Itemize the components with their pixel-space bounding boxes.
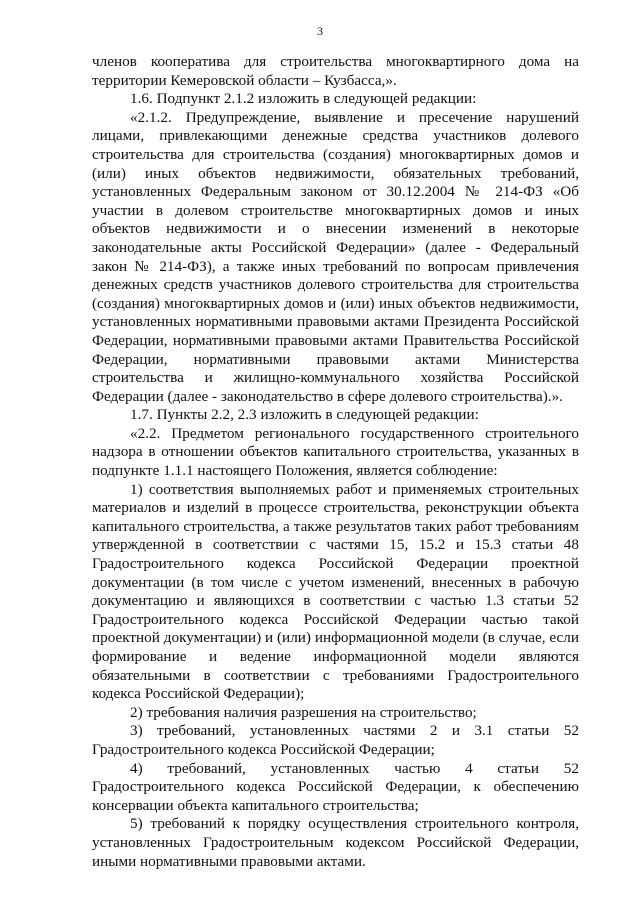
list-item-2: 2) требования наличия разрешения на строительство; xyxy=(130,703,477,721)
document-body xyxy=(92,53,579,871)
paragraph-1-6: 1.6. Подпункт 2.1.2 изложить в следующей редакции: xyxy=(130,90,477,108)
list-item-4: 4) требований, установленных частью 4 статьи 52 Градостроительного кодекса Российской Федерации, к обеспечению консервации объекта капитального строительства; xyxy=(92,759,579,814)
paragraph-1-7: 1.7. Пункты 2.2, 2.3 изложить в следующей редакции: xyxy=(130,406,479,424)
paragraph-continuation: членов кооператива для строительства многоквартирного дома на территории Кемеровской области – Кузбасса,». xyxy=(92,53,579,89)
list-item-1: 1) соответствия выполняемых работ и применяемых строительных материалов и изделий в процессе строительства, реконструкции объекта капитального строительства, а также результатов таких работ требованиям утвержденной в соответствии с частями 15, 15.2 и 15.3 статьи 48 Градостроительного кодекса Российской Федерации проектной документации (в том числе с учетом изменений, внесенных в рабочую документацию и являющихся в соответствии с частью 1.3 статьи 52 Градостроительного кодекса Российской Федерации частью такой проектной документации) и (или) информационной модели (в случае, если формирование и ведение информационной модели являются обязательными в соответствии с требованиями Градостроительного кодекса Российской Федерации); xyxy=(92,480,579,703)
list-item-3: 3) требований, установленных частями 2 и 3.1 статьи 52 Градостроительного кодекса Российской Федерации; xyxy=(92,722,579,758)
paragraph-2-2: «2.2. Предметом регионального государственного строительного надзора в отношении объектов капитального строительства, указанных в подпункте 1.1.1 настоящего Положения, является соблюдение: xyxy=(92,424,579,480)
paragraph-2-1-2: «2.1.2. Предупреждение, выявление и пресечение нарушений лицами, привлекающими денежные средства участников долевого строительства для строительства (создания) многоквартирных домов и (или) иных объектов недвижимости, обязательных требований, установленных Федеральным законом от 30.12.2004 № 214-ФЗ «Об участии в долевом строительстве многоквартирных домов и иных объектов недвижимости и о внесении изменений в некоторые законодательные акты Российской Федерации» (далее - Федеральный закон № 214-ФЗ), а также иных требований по вопросам привлечения денежных средств участников долевого строительства для строительства (создания) многоквартирных домов и (или) иных объектов недвижимости, установленных нормативными правовыми актами Президента Российской Федерации, нормативными правовыми актами Правительства Российской Федерации, нормативными правовыми актами Министерства строительства и жилищно-коммунального хозяйства Российской Федерации (далее - законодательство в сфере долевого строительства).». xyxy=(92,108,579,405)
page-number: 3 xyxy=(317,24,323,38)
list-item-5: 5) требований к порядку осуществления строительного контроля, установленных Градостроительным кодексом Российской Федерации, иными нормативными правовыми актами. xyxy=(92,815,579,870)
